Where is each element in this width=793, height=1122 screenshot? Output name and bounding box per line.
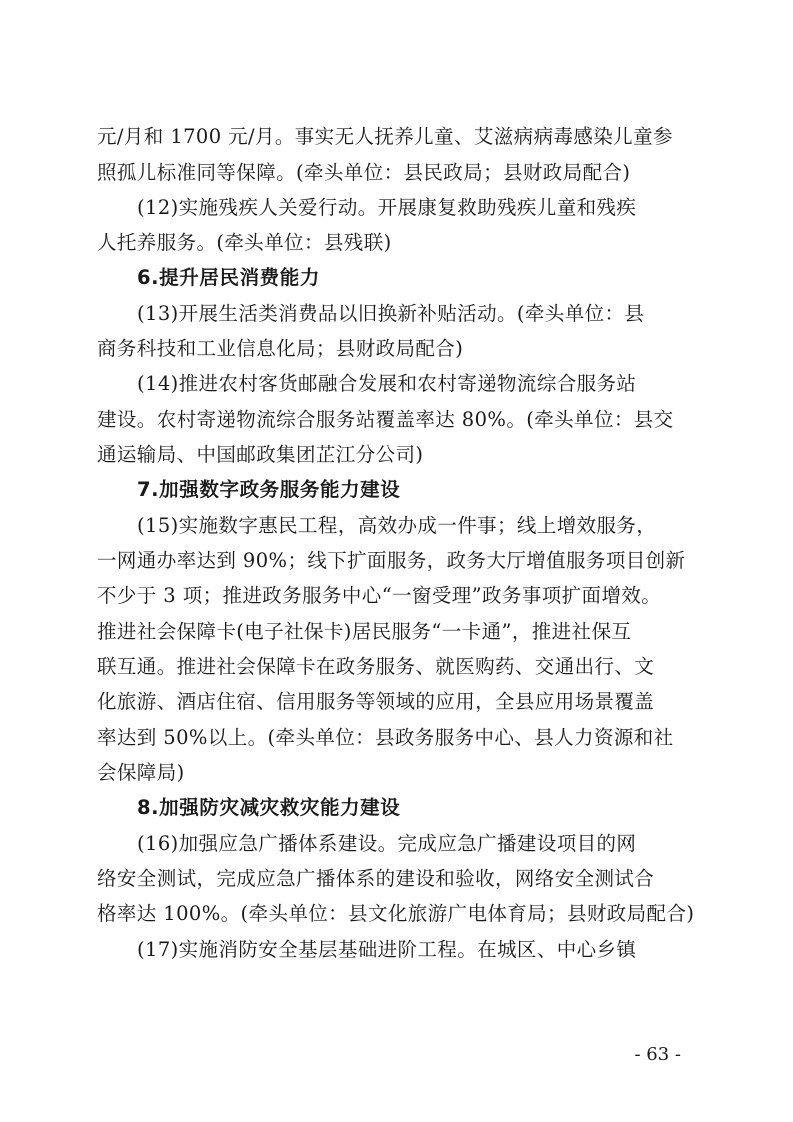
text-line: 联互通。推进社会保障卡在政务服务、就医购药、交通出行、文 — [97, 655, 655, 678]
text-line: 商务科技和工业信息化局；县财政局配合) — [97, 337, 464, 360]
text-line: 会保障局) — [97, 761, 185, 784]
text-line: 建设。农村寄递物流综合服务站覆盖率达 80%。(牵头单位：县交 — [97, 408, 674, 431]
text-line: 推进社会保障卡(电子社保卡)居民服务“一卡通”，推进社保互 — [97, 620, 632, 643]
text-line: 一网通办率达到 90%；线下扩面服务，政务大厅增值服务项目创新 — [97, 549, 686, 572]
text-line: 率达到 50%以上。(牵头单位：县政务服务中心、县人力资源和社 — [97, 726, 674, 749]
text-line: 通运输局、中国邮政集团芷江分公司) — [97, 443, 424, 466]
text-line: (17)实施消防安全基层基础进阶工程。在城区、中心乡镇 — [137, 938, 637, 961]
text-line: (12)实施残疾人关爱行动。开展康复救助残疾儿童和残疾 — [137, 196, 637, 219]
text-line: 元/月和 1700 元/月。事实无人抚养儿童、艾滋病病毒感染儿童参 — [97, 125, 673, 148]
text-line: 格率达 100%。(牵头单位：县文化旅游广电体育局；县财政局配合) — [97, 902, 695, 925]
text-line: (13)开展生活类消费品以旧换新补贴活动。(牵头单位：县 — [137, 302, 645, 325]
section-heading: 6.提升居民消费能力 — [137, 266, 320, 289]
text-line: 不少于 3 项；推进政务服务中心“一窗受理”政务事项扩面增效。 — [97, 584, 662, 607]
section-heading: 7.加强数字政务服务能力建设 — [137, 478, 401, 501]
text-line: 络安全测试，完成应急广播体系的建设和验收，网络安全测试合 — [97, 867, 655, 890]
text-line: 化旅游、酒店住宿、信用服务等领域的应用，全县应用场景覆盖 — [97, 690, 655, 713]
page-number: - 63 - — [634, 1044, 681, 1065]
text-line: (15)实施数字惠民工程，高效办成一件事；线上增效服务， — [137, 514, 657, 537]
text-line: 人托养服务。(牵头单位：县残联) — [97, 231, 392, 254]
section-heading: 8.加强防灾减灾救灾能力建设 — [137, 796, 401, 819]
text-line: (14)推进农村客货邮融合发展和农村寄递物流综合服务站 — [137, 372, 637, 395]
text-line: 照孤儿标准同等保障。(牵头单位：县民政局；县财政局配合) — [97, 161, 631, 184]
text-line: (16)加强应急广播体系建设。完成应急广播建设项目的网 — [137, 832, 637, 855]
